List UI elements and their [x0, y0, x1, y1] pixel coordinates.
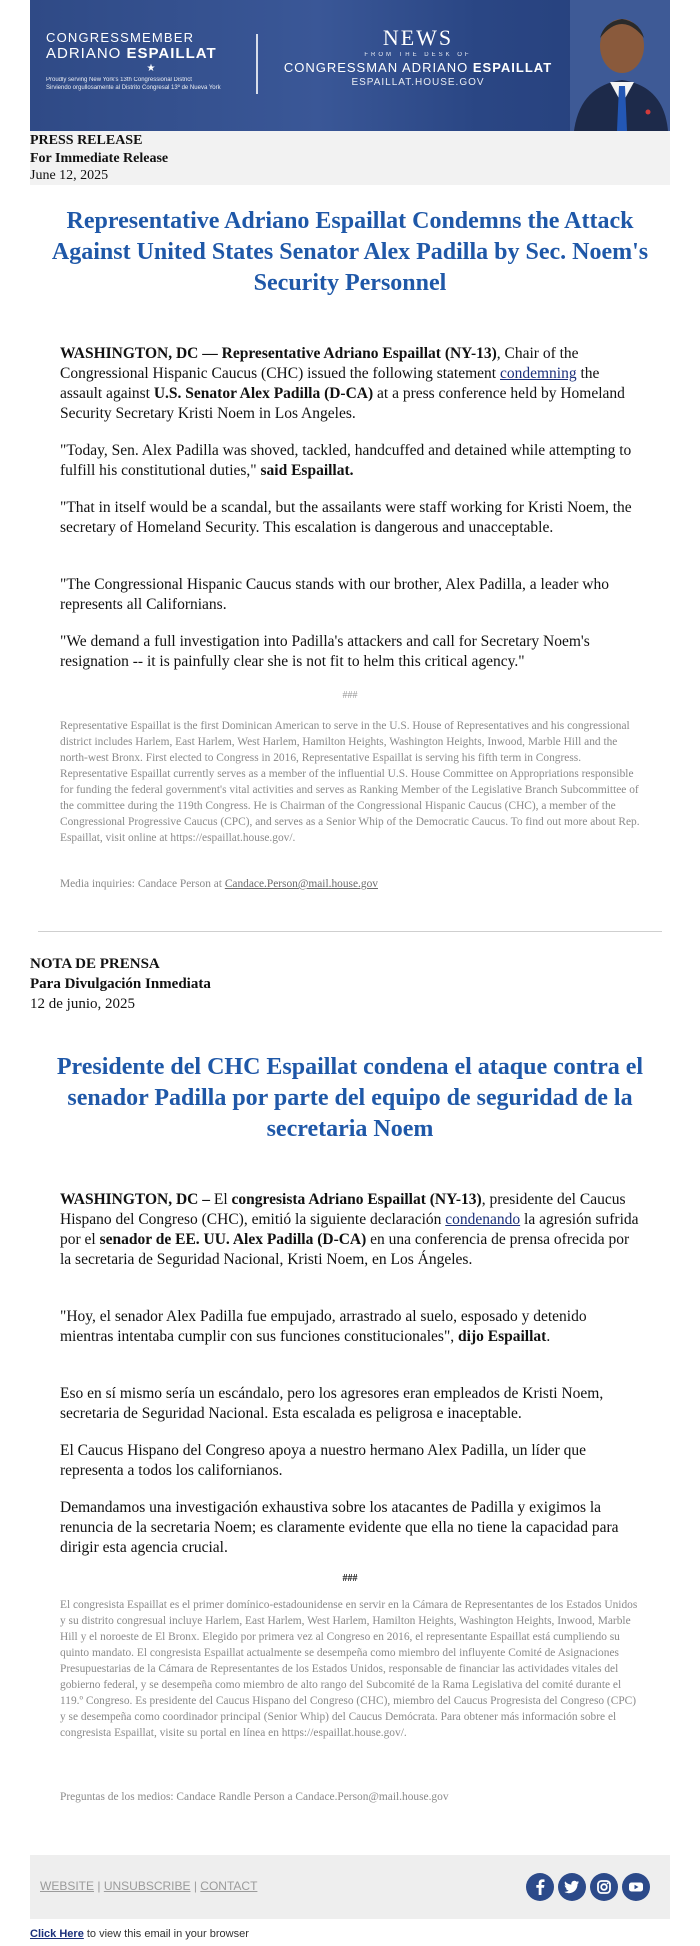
lead-paragraph: WASHINGTON, DC — Representative Adriano Espaillat (NY-13), Chair of the Congressional Hispanic Caucus (CHC) issued the following statement condemning the assault against U.S. Senator Alex Padilla (D-CA) at a press conference held by Homeland Security Secretary Kristi Noem in Los Angeles. [60, 345, 625, 422]
spanish-title: Presidente del CHC Espaillat condena el ataque contra el senador Padilla por parte del equipo de seguridad de la secretaria Noem [56, 1054, 644, 1142]
quote-4: "We demand a full investigation into Padilla's attackers and call for Secretary Noem's resignation -- it is painfully clear she is not fit to helm this critical agency." [60, 633, 590, 670]
nota-de-prensa-label: NOTA DE PRENSA [30, 956, 160, 972]
condemning-link[interactable]: condemning [499, 365, 577, 382]
banner-news-block [268, 26, 568, 90]
banner-name: ADRIANO ESPAILLAT [46, 45, 217, 62]
banner-tagline-en: Proudly serving New York's 13th Congressional District [46, 77, 192, 83]
condenando-link[interactable]: condenando [445, 1211, 521, 1228]
unsubscribe-link[interactable]: UNSUBSCRIBE [103, 1879, 191, 1893]
page-title: Representative Adriano Espaillat Condemns the Attack Against United States Senator Alex Padilla by Sec. Noem's Security Personnel [51, 208, 649, 296]
section-separator: ### [342, 690, 358, 701]
spanish-date: 12 de junio, 2025 [30, 996, 135, 1012]
banner-site: ESPAILLAT.HOUSE.GOV [351, 77, 485, 88]
star-icon: ★ [146, 63, 156, 74]
media-inquiries: Media inquiries: Candace Person at Candace.Person@mail.house.gov [60, 878, 378, 890]
contact-link[interactable]: CONTACT [200, 1879, 258, 1893]
banner-from-desk: FROM THE DESK OF [364, 52, 472, 58]
quote-2: "That in itself would be a scandal, but the assailants were staff working for Kristi Noem, the secretary of Homeland Security. This escalation is dangerous and unacceptable. [60, 499, 632, 536]
spanish-lead-paragraph: WASHINGTON, DC – El congresista Adriano Espaillat (NY-13), presidente del Caucus Hispano del Congreso (CHC), emitió la siguiente declaración condenando la agresión sufrida por el senador de EE. UU. Alex Padilla (D-CA) en una conferencia de prensa ofrecida por la secretaria de Seguridad Nacional, Kristi Noem, en Los Ángeles. [60, 1191, 639, 1268]
footer-links: WEBSITE | UNSUBSCRIBE | CONTACT [40, 1879, 258, 1893]
spanish-quote-1: "Hoy, el senador Alex Padilla fue empujado, arrastrado al suelo, esposado y detenido mientras intentaba cumplir con sus funciones constitucionales", dijo Espaillat. [60, 1308, 587, 1345]
banner-news: NEWS [382, 25, 454, 50]
spanish-bio-paragraph: El congresista Espaillat es el primer domínico-estadounidense en servir en la Cámara de Representantes de los Estados Unidos y su distrito congresual incluye Harlem, East Harlem, West Harlem, Hamilton Heights, Washington Heights, Inwood, Marble Hill y el noroeste de El Bronx. Elegido por primera vez al Congreso en 2016, el representante Espaillat está cumpliendo su quinto mandato. El congresista Espaillat actualmente se desempeña como miembro del influyente Comité de Asignaciones Presupuestarias de la Cámara de Representantes de los Estados Unidos, responsable de financiar las actividades vitales del gobierno federal, y se desempeña como miembro de alto rango del Subcomité de la Rama Legislativa del comité durante el 119.º Congreso. Es presidente del Caucus Hispano del Congreso (CHC), miembro del Caucus Progresista del Congreso (CPC) y se desempeña como coordinador principal (Senior Whip) del Caucus Demócrata. Para obtener más información sobre el congresista Espaillat, visite su portal en línea en https://espaillat.house.gov/. [60, 1599, 638, 1739]
spanish-quote-3: El Caucus Hispano del Congreso apoya a nuestro hermano Alex Padilla, un líder que representa a todos los californianos. [60, 1442, 587, 1479]
header-banner [30, 0, 670, 131]
quote-1: "Today, Sen. Alex Padilla was shoved, tackled, handcuffed and detained while attempting to fulfill his constitutional duties," said Espaillat. [60, 442, 632, 479]
twitter-icon[interactable] [558, 1873, 586, 1901]
website-link[interactable]: WEBSITE [40, 1879, 95, 1893]
banner-congressman: CONGRESSMAN ADRIANO ESPAILLAT [283, 60, 553, 75]
section-divider [38, 931, 662, 932]
release-date: June 12, 2025 [30, 168, 109, 183]
view-in-browser: Click Here to view this email in your browser [30, 1928, 249, 1940]
banner-divider [256, 34, 258, 94]
facebook-icon[interactable] [526, 1873, 554, 1901]
spanish-media-inquiries: Preguntas de los medios: Candace Randle Person a Candace.Person@mail.house.gov [60, 1791, 449, 1803]
footer [30, 1855, 670, 1919]
instagram-icon[interactable] [590, 1873, 618, 1901]
press-release-label: PRESS RELEASE [30, 133, 143, 148]
portrait-image [570, 0, 670, 131]
banner-tagline-es: Sirviendo orgullosamente al Distrito Congresal 13º de Nueva York [46, 85, 221, 91]
youtube-icon[interactable] [622, 1873, 650, 1901]
banner-congressmember: CONGRESSMEMBER [46, 30, 195, 45]
release-type: For Immediate Release [30, 151, 169, 166]
click-here-link[interactable]: Click Here [30, 1928, 84, 1940]
spanish-quote-2: Eso en sí mismo sería un escándalo, pero los agresores eran empleados de Kristi Noem, secretaria de Seguridad Nacional. Esta escalada es peligrosa e inaceptable. [60, 1385, 604, 1422]
quote-3: "The Congressional Hispanic Caucus stands with our brother, Alex Padilla, a leader who represents all Californians. [60, 576, 609, 613]
spanish-quote-4: Demandamos una investigación exhaustiva sobre los atacantes de Padilla y exigimos la renuncia de la secretaria Noem; es claramente evidente que ella no tiene la capacidad para dirigir esta agencia crucial. [60, 1499, 619, 1556]
banner-left-logo [46, 30, 256, 92]
divulgacion-type: Para Divulgación Inmediata [30, 976, 211, 992]
bio-paragraph: Representative Espaillat is the first Dominican American to serve in the U.S. House of Representatives and his congressional district includes Harlem, East Harlem, West Harlem, Hamilton Heights, Washington Heights, Inwood, Marble Hill and the north-west Bronx. First elected to Congress in 2016, Representative Espaillat is serving his fifth term in Congress. Representative Espaillat currently serves as a member of the influential U.S. House Committee on Appropriations responsible for funding the federal government's vital activities and serves as Ranking Member of the Legislative Branch Subcommittee of the committee during the 119th Congress. He is Chairman of the Congressional Hispanic Caucus (CHC), a member of the Congressional Progressive Caucus (CPC), and serves as a Senior Whip of the Democratic Caucus. To find out more about Rep. Espaillat, visit online at https://espaillat.house.gov/. [60, 720, 640, 844]
media-email-link[interactable]: Candace.Person@mail.house.gov [224, 878, 378, 890]
spanish-separator: ### [342, 1573, 358, 1584]
